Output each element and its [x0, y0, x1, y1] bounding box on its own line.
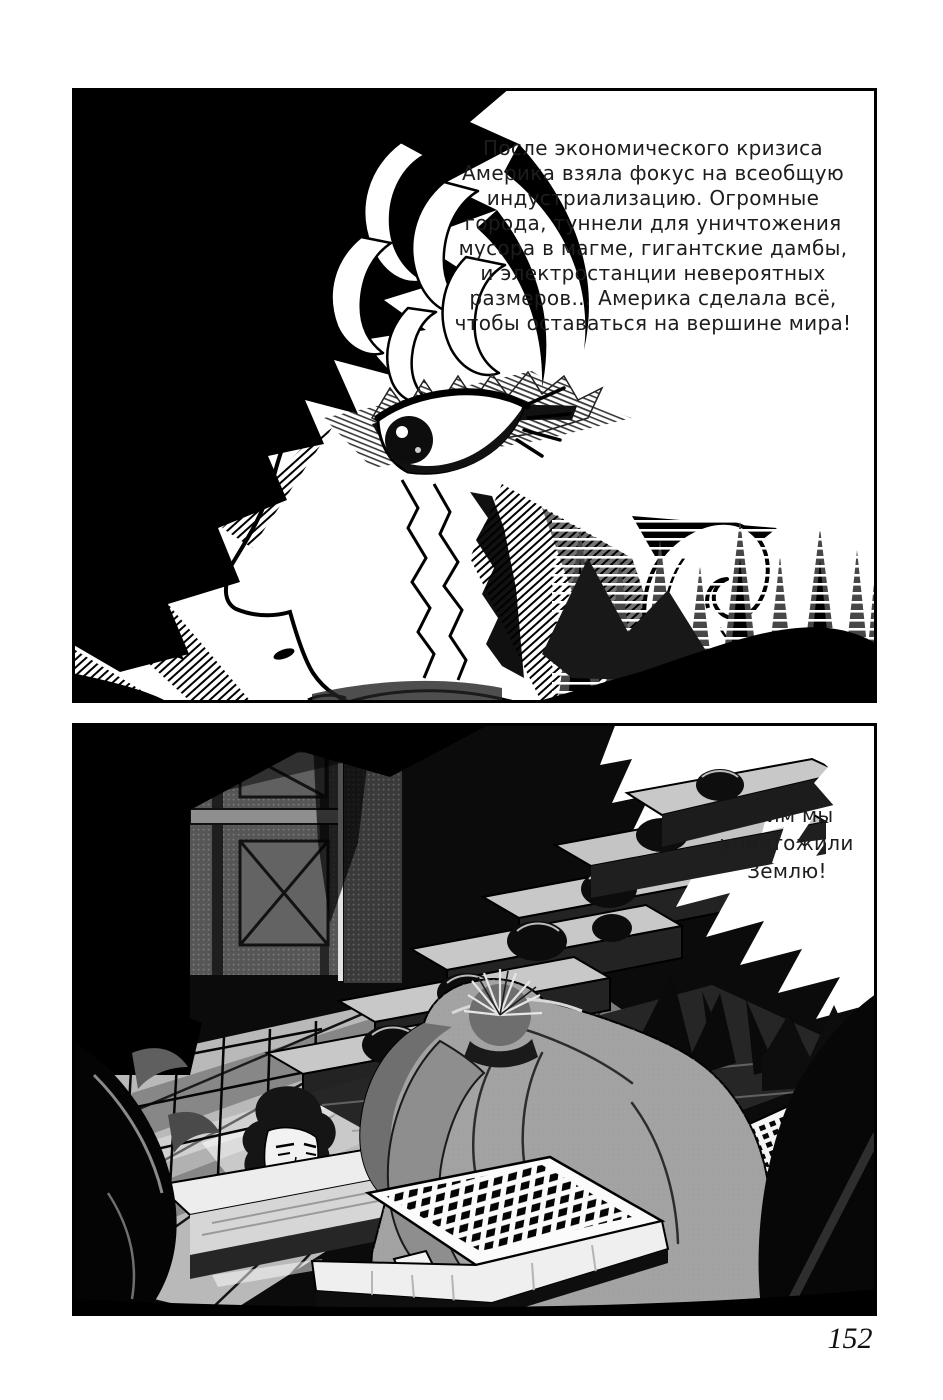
narration-line: Америка взяла фокус на всеобщую	[461, 161, 845, 185]
panel-1	[72, 88, 877, 703]
narration-line: размеров... Америка сделала всё,	[469, 286, 837, 310]
page-number: 152	[827, 1322, 873, 1355]
city-skyline-art	[532, 516, 877, 703]
narration-line: После экономического кризиса	[482, 136, 823, 160]
narration-text-block	[430, 136, 876, 336]
narration-line: мусора в магме, гигантские дамбы,	[458, 236, 848, 260]
panel-2	[72, 723, 877, 1316]
narration-line: индустриализацию. Огромные	[486, 186, 820, 210]
speech-text-block	[662, 801, 877, 885]
speech-line: Землю!	[747, 859, 827, 883]
speech-line: уничтожили	[720, 831, 854, 855]
speech-line: Этим мы	[740, 803, 834, 827]
narration-line: города, туннели для уничтожения	[464, 211, 842, 235]
narration-line: чтобы оставаться на вершине мира!	[454, 311, 852, 335]
narration-line: и электростанции невероятных	[480, 261, 826, 285]
